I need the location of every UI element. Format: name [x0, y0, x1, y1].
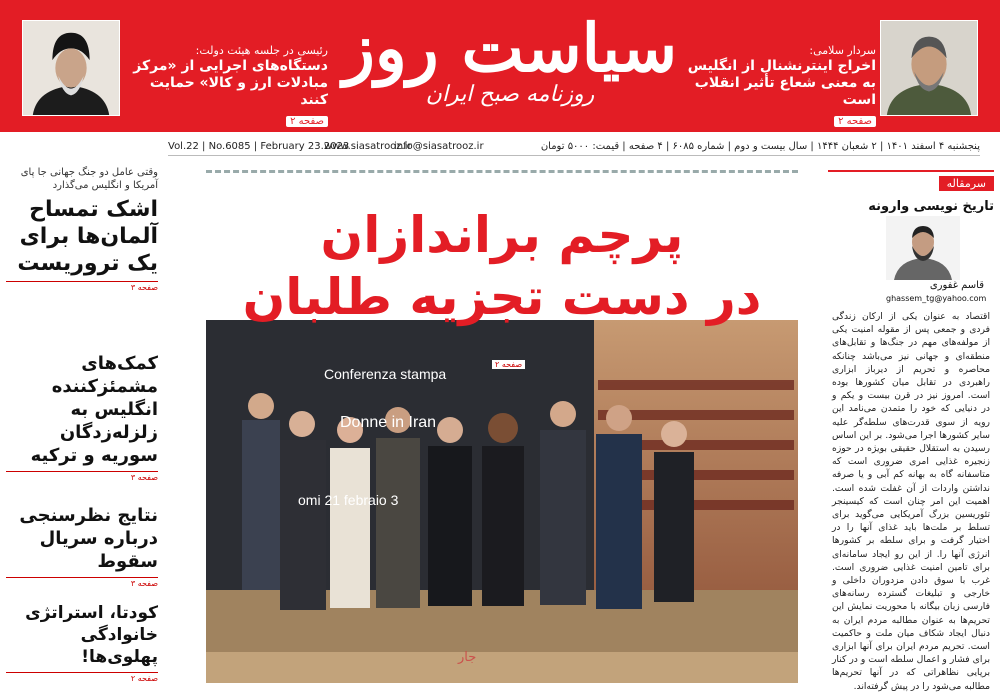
screen-text-2: Donne in Iran	[340, 414, 437, 431]
press-conference-photo	[206, 320, 798, 683]
story-headline: کمک‌های مشمئزکننده انگلیس به زلزله‌زدگان سوریه و ترکیه	[30, 353, 158, 466]
website-link[interactable]: www.siasatrooz.ir	[324, 141, 412, 152]
side-story[interactable]	[6, 602, 158, 683]
newspaper-logo	[330, 8, 690, 126]
story-page: صفحه ۳	[6, 281, 158, 292]
author-email[interactable]: ghassem_tg@yahoo.com	[886, 294, 987, 303]
author-name: قاسم غفوری	[929, 280, 984, 291]
headline-line-2: در دست تجزیه طلبان	[242, 268, 762, 326]
left-teaser[interactable]	[128, 44, 328, 128]
story-kicker: وقتی عامل دو جنگ جهانی جا پای آمریکا و انگلیس می‌گذارد	[20, 167, 158, 191]
story-page: صفحه ۳	[6, 577, 158, 588]
right-teaser-kicker: سردار سلامی:	[809, 44, 876, 57]
persian-date: پنجشنبه ۴ اسفند ۱۴۰۱ | ۲ شعبان ۱۴۴۴ | سال بیست و دوم | شماره ۶۰۸۵ | ۴ صفحه | قیمت: ۵۰۰۰ تومان	[540, 141, 980, 152]
editorial-title: تاریخ نویسی وارونه	[868, 199, 994, 214]
left-teaser-kicker: رئیسی در جلسه هیئت دولت:	[195, 44, 328, 57]
top-divider	[206, 170, 798, 173]
editorial-body: اقتصاد به عنوان یکی از ارکان زندگی فردی و جمعی پس از مقوله امنیت یکی از مولفه‌های مهم در جنگ‌ها و تقابل‌های منطقه‌ای و جهانی نیز می‌باشد چنانکه محاصره و تحریم از دیرباز ابزاری راهبردی در تقابل میان کشورها بوده است. امروز نیز در قرن بیست و یکم و در دنیایی که خود را متمدن می‌نامد این رویه از سوی قدرت‌های سلطه‌گر علیه سایر کشورها اجرا می‌شود. بر این اساس رسیدن به استقلال حقیقی بویژه در حوزه زنجیره غذایی امری ضروری است که متاسفانه گاه به بهانه کم آبی و یا صرفه نداشتن واردات از آن غفلت شده است. اهمیت این امر چنان است که کیسینجر تئوریسین بزرگ آمریکایی می‌گوید برای تسلط بر ملت‌ها باید غذای آنها را در اختیار گرفت و برای سلطه بر کشورها انرژی آنها را. از این رو ایجاد سامانه‌ای برای تامین امنیت غذایی ضروری است. غرب با سوق دادن مزدوران داخلی و خارجی و تبلیغات گسترده رسانه‌های فارسی زبان بیگانه با محوریت نمایش این تحریم‌ها به عنوان مطالبه مردم ایران به دنبال ایجاد شکاف میان ملت و حاکمیت است. تحریم مردم ایران برای آنها ابزاری برای فشار و اعمال سلطه است و در کنار برپایی نظاهراتی که در آنها تحریم‌ها مطالبه می‌شود را در پیش گرفته‌اند.	[832, 311, 990, 692]
issue-info-bar	[168, 140, 980, 156]
headline-line-1: پرچم براندازان	[320, 206, 684, 264]
portrait-image	[881, 21, 977, 115]
right-teaser-headline: اخراج اینترنشنال از انگلیس به معنی شعاع تأثیر انقلاب است	[687, 58, 876, 108]
editorial-label: سرمقاله	[939, 176, 994, 191]
commander-photo	[880, 20, 978, 116]
president-photo	[22, 20, 120, 116]
screen-text-1: Conferenza stampa	[324, 366, 447, 382]
left-teaser-page: صفحه ۲	[286, 116, 328, 127]
author-image	[886, 216, 960, 280]
main-headline	[226, 204, 778, 328]
story-page: صفحه ۳	[6, 471, 158, 482]
side-story[interactable]	[6, 504, 158, 588]
logo-name: سیاست روز	[342, 9, 678, 87]
right-teaser[interactable]	[676, 44, 876, 128]
story-headline: کودتا، استراتژی خانوادگی پهلوی‌ها!	[25, 603, 158, 667]
masthead	[0, 0, 1000, 132]
left-teaser-headline: دستگاه‌های اجرایی از «مرکز مبادلات ارز و کالا» حمایت کنند	[133, 58, 328, 108]
volume-info: Vol.22 | No.6085 | February 23.2023	[168, 141, 350, 152]
left-column	[0, 162, 162, 683]
side-story[interactable]	[6, 352, 158, 482]
main-story[interactable]	[206, 170, 798, 683]
right-teaser-page: صفحه ۲	[834, 116, 876, 127]
story-page: صفحه ۲	[6, 672, 158, 683]
story-headline: نتایج نظرسنجی درباره سریال سقوط	[19, 505, 158, 572]
story-headline: اشک تمساح آلمان‌ها برای یک تروریست	[17, 197, 158, 276]
portrait-image	[23, 21, 119, 115]
side-story[interactable]	[6, 166, 158, 292]
screen-text-3: omi 21 febraio 3	[298, 492, 399, 508]
photo-watermark: جار	[458, 650, 477, 665]
author-photo	[886, 216, 960, 280]
editorial-label-bar	[828, 170, 994, 191]
photo-image	[206, 320, 798, 683]
editorial-column[interactable]	[828, 170, 994, 692]
logo-subtitle: روزنامه صبح ایران	[425, 82, 595, 107]
main-story-page: صفحه ۲	[492, 360, 525, 369]
email-link[interactable]: info@siasatrooz.ir	[394, 141, 484, 152]
